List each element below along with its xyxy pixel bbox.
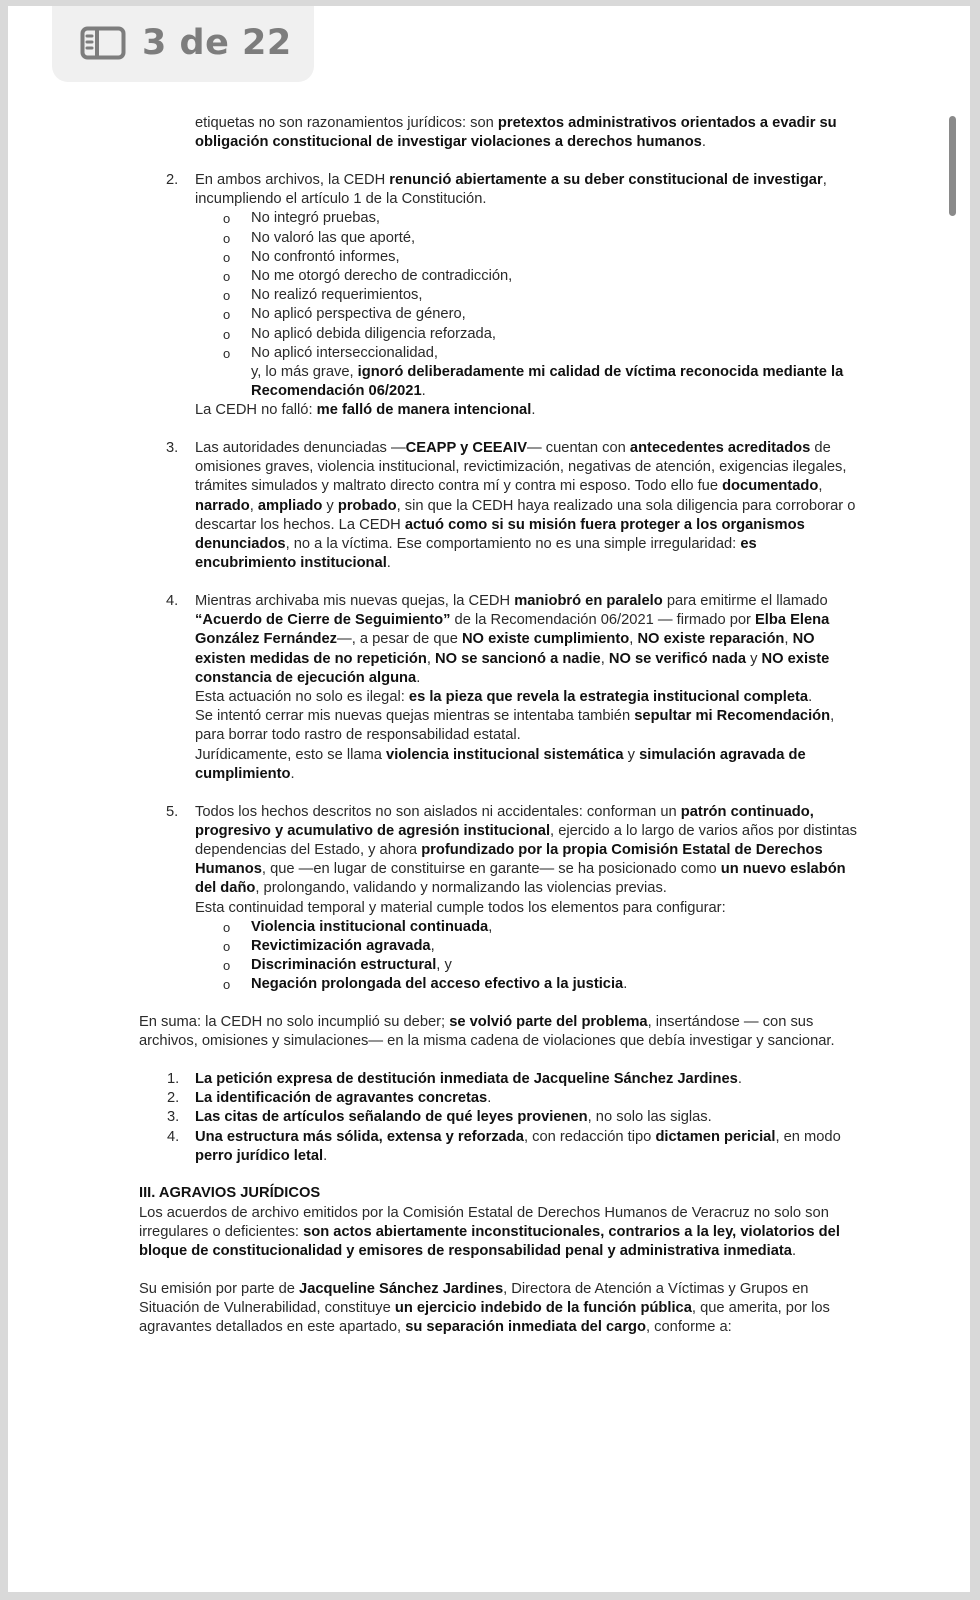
bold-text: maniobró en paralelo [514,592,663,609]
text-run: , [249,497,258,514]
section-heading: III. AGRAVIOS JURÍDICOS [139,1185,321,1202]
text-run: . [791,1243,797,1260]
text-run: , en modo [775,1128,841,1145]
bold-text: documentado [722,478,819,495]
numbered-item [139,1070,859,1089]
page-number-label: 3 de 22 [142,23,292,63]
bullet-item [195,975,859,994]
item-text [195,592,859,688]
numbered-item [139,1128,859,1166]
bold-text: dictamen pericial [655,1128,776,1145]
bold-text: me falló de manera intencional [316,402,532,419]
text-run: y [322,497,338,514]
bold-text: Jacqueline Sánchez Jardines [299,1280,504,1297]
bullet-list [195,918,859,995]
text-run: , que amerita, por los agravantes detallados en este apartado, [139,1299,830,1336]
bullet-item [195,956,859,975]
numbered-item [139,1108,859,1127]
bold-text: Elba Elena González Fernández [195,612,830,648]
bullet-item: o No confrontó informes, [195,248,859,267]
bullet-list [195,209,859,363]
bullet-item: o No valoró las que aporté, [195,229,859,248]
text-run: . [386,555,391,572]
text-run: . [531,402,536,419]
item-text [195,171,859,209]
text-run: Todos los hechos descritos no son aislados ni accidentales: conforman un [195,803,681,820]
summary-paragraph [139,1013,859,1051]
list-item-3 [139,439,859,573]
bold-text: un nuevo eslabón del daño [195,861,846,897]
bold-text: ignoró deliberadamente mi calidad de víctima reconocida mediante la Recomendación 06/2021 [251,363,844,400]
item-text [195,439,859,573]
section-paragraph [139,1204,859,1262]
bold-text: Discriminación estructural [251,957,437,974]
text-run: Las autoridades denunciadas — [195,440,406,457]
text-run: , [784,631,793,648]
numbered-list [139,1070,859,1166]
document-body [139,114,859,1337]
sidebar-panel-icon[interactable] [80,26,126,60]
bold-text: violencia institucional sistemática [386,746,624,763]
bold-text: La petición expresa de destitución inmediata de Jacqueline Sánchez Jardines [195,1070,738,1087]
list-item-4 [139,592,859,784]
bold-text: pretextos administrativos orientados a evadir su obligación constitucional de investigar violaciones a derechos humanos [195,115,837,151]
text-run: , con redacción tipo [523,1128,656,1145]
text-run: y [623,746,640,763]
text-run: Se intentó cerrar mis nuevas quejas mientras se intentaba también [195,708,635,725]
bold-text: se volvió parte del problema [449,1014,648,1031]
item-text [195,1108,859,1127]
bold-text: ampliado [257,497,323,514]
bold-text: simulación agravada de cumplimiento [195,746,806,782]
bold-text: un ejercicio indebido de la función pública [394,1299,692,1316]
text-run: , [426,650,435,667]
bullet-item: o No aplicó debida diligencia reforzada, [195,325,859,344]
bold-text: “Acuerdo de Cierre de Seguimiento” [195,612,451,629]
intro-paragraph [139,114,859,152]
page-indicator[interactable] [52,6,314,82]
text-run: , [488,918,493,935]
text-run: , ejercido a lo largo de varios años por distintas dependencias del Estado, y ahora [195,822,858,858]
text-run: . [487,1090,492,1107]
bold-text: profundizado por la propia Comisión Estatal de Derechos Humanos [195,841,823,878]
text-run: La CEDH no falló: [195,402,317,419]
bullet-item: o No me otorgó derecho de contradicción, [195,267,859,286]
text-run: , prolongando, validando y normalizando las violencias previas. [255,880,667,897]
bold-text: NO existe constancia de ejecución alguna [195,650,830,686]
bold-text: NO existe reparación [637,631,785,648]
text-run: , insertándose — con sus archivos, omisiones y simulaciones— en la misma cadena de violaciones que debía investigar y sancionar. [139,1014,835,1050]
bold-text: patrón continuado, progresivo y acumulativo de agresión institucional [195,803,814,839]
text-run: En ambos archivos, la CEDH [195,171,390,188]
item-text [195,1089,859,1108]
bold-text: NO existen medidas de no repetición [195,631,815,667]
document-page [8,6,970,1592]
item-after-bullets [195,363,859,401]
bold-text: sepultar mi Recomendación [634,708,831,725]
text-run: , sin que la CEDH haya realizado una sola diligencia para corroborar o descartar los hechos. La CEDH [195,497,856,533]
item-number: 4. [167,1128,180,1145]
text-run: . [737,1070,742,1087]
text-run: — cuentan con [527,440,630,457]
text-run: Jurídicamente, esto se llama [195,746,387,763]
text-run: . [323,1147,328,1164]
text-run: , no solo las siglas. [587,1109,712,1126]
text-run: etiquetas no son razonamientos jurídicos: son [195,115,498,131]
item-number: 3. [166,440,179,457]
text-run: . [701,134,706,151]
bold-text: NO se sancionó a nadie [434,650,601,667]
text-run: , [600,650,609,667]
item-number: 3. [167,1109,180,1126]
text-run: , [430,937,435,954]
item-paragraph [195,688,859,707]
bold-text: CEAPP y CEEAIV [405,440,528,457]
text-run: , [818,478,823,495]
text-run: y, lo más grave, [251,363,358,380]
bold-text: es encubrimiento institucional [195,536,757,572]
text-run: Su emisión por parte de [139,1280,300,1297]
text-run: , Directora de Atención a Víctimas y Grupos en Situación de Vulnerabilidad, constituye [139,1280,809,1316]
bullet-item: o No aplicó interseccionalidad, [195,344,859,363]
item-closing [195,401,859,420]
item-number: 1. [167,1070,180,1087]
text-run: . [290,765,295,782]
text-run: , para borrar todo rastro de responsabilidad estatal. [195,708,835,744]
text-run: , [629,631,638,648]
item-text [195,803,859,899]
bold-text: La identificación de agravantes concretas [195,1090,488,1107]
numbered-item [139,1089,859,1108]
text-run: Los acuerdos de archivo emitidos por la Comisión Estatal de Derechos Humanos de Veracruz no solo son irregulares o deficientes: [139,1204,829,1240]
list-item-5 [139,803,859,995]
text-run: de omisiones graves, violencia institucional, revictimización, negativas de atención, exigencias ilegales, trámites simulados y maltrato directo contra mí y contra mi esposo. Todo ello fue [195,440,847,495]
text-run: , y [436,957,452,974]
item-number: 4. [166,592,179,609]
bold-text: renunció abiertamente a su deber constitucional de investigar [389,171,823,188]
text-run: , que —en lugar de constituirse en garante— se ha posicionado como [261,861,721,878]
bullet-item [195,937,859,956]
bold-text: Violencia institucional continuada [251,918,489,935]
bold-text: Revictimización agravada [251,937,431,954]
text-run: y [746,650,762,667]
section-paragraph [139,1280,859,1338]
item-number: 2. [167,1090,180,1107]
vertical-scrollbar[interactable] [949,116,956,216]
text-run: . [623,976,628,993]
bullet-item [195,918,859,937]
list-item-2 [139,171,859,421]
bold-text: antecedentes acreditados [629,440,811,457]
text-run: , conforme a: [646,1319,732,1336]
bullet-item: o No realizó requerimientos, [195,286,859,305]
text-run: Mientras archivaba mis nuevas quejas, la CEDH [195,592,515,609]
bold-text: probado [337,497,397,514]
bold-text: actuó como si su misión fuera proteger a los organismos denunciados [195,516,805,553]
text-run: . [808,688,813,705]
item-paragraph [195,746,859,784]
bold-text: Negación prolongada del acceso efectivo a la justicia [251,976,624,993]
text-run: , no a la víctima. Ese comportamiento no es una simple irregularidad: [285,536,741,553]
bold-text: NO existe cumplimiento [461,631,630,648]
bold-text: su separación inmediata del cargo [405,1319,646,1336]
bold-text: narrado [195,497,250,514]
bold-text: perro jurídico letal [195,1147,324,1164]
bold-text: Una estructura más sólida, extensa y reforzada [195,1128,524,1145]
text-run: . [421,383,426,400]
bold-text: es la pieza que revela la estrategia institucional completa [408,688,809,705]
item-text [195,1128,859,1166]
text-run: , incumpliendo el artículo 1 de la Constitución. [195,171,827,208]
bold-text: son actos abiertamente inconstitucionales, contrarios a la ley, violatorios del bloque de constitucionalidad y emisores de responsabilidad penal y administrativa inmediata [139,1223,840,1260]
item-paragraph: Esta continuidad temporal y material cumple todos los elementos para configurar: [195,899,726,916]
bullet-item: o No aplicó perspectiva de género, [195,305,859,324]
bullet-item: o No integró pruebas, [195,209,859,228]
text-run: —, a pesar de que [337,631,462,648]
text-run: . [416,669,421,686]
item-paragraph [195,707,859,745]
bold-text: NO se verificó nada [608,650,746,667]
item-number: 2. [166,171,179,188]
text-run: En suma: la CEDH no solo incumplió su deber; [139,1014,450,1031]
item-number: 5. [166,803,179,820]
text-run: Esta actuación no solo es ilegal: [195,688,409,705]
text-run: para emitirme el llamado [662,592,828,609]
item-text [195,1070,859,1089]
bold-text: Las citas de artículos señalando de qué leyes provienen [195,1109,588,1126]
text-run: de la Recomendación 06/2021 — firmado por [450,612,756,629]
